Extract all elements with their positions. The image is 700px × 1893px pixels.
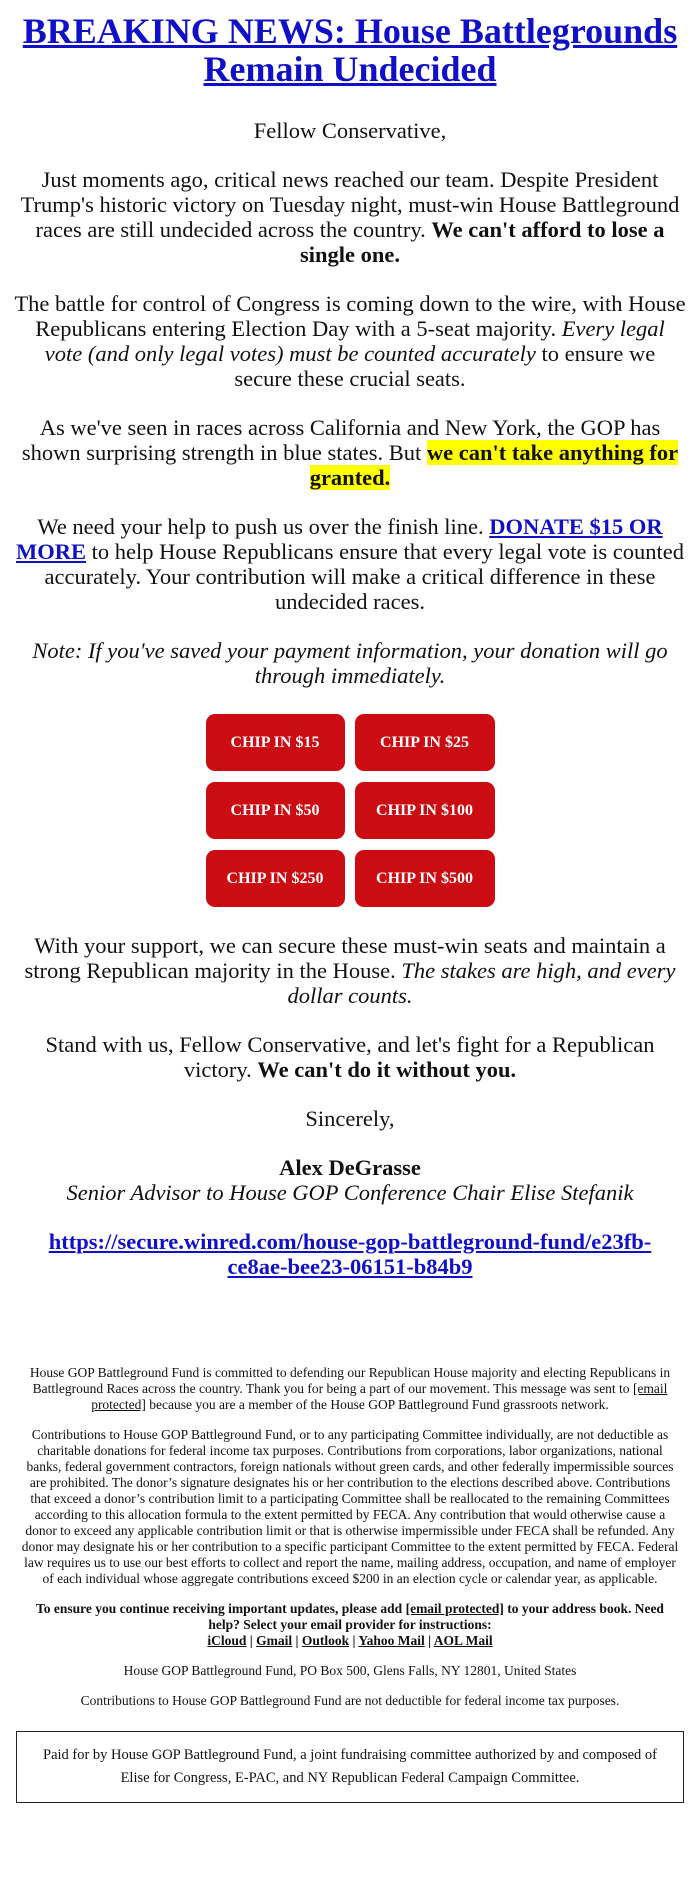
separator: | [349, 1633, 359, 1648]
aol-mail-link[interactable]: AOL Mail [433, 1633, 493, 1648]
paragraph-1 [14, 167, 686, 267]
headline-link[interactable]: BREAKING NEWS: House Battlegrounds Remain Undecided [22, 11, 678, 89]
paragraph-4 [14, 514, 686, 614]
donate-link[interactable]: DONATE $15 OR MORE [16, 514, 663, 564]
italic-text: The stakes are high, and every dollar counts. [287, 958, 676, 1008]
email-link[interactable]: [email protected] [405, 1601, 504, 1616]
chip-in-50-button[interactable]: CHIP IN $50 [206, 782, 345, 839]
text: because you are a member of the House GOP Battleground Fund grassroots network. [145, 1397, 609, 1412]
footer-membership [20, 1365, 680, 1413]
chip-in-25-button[interactable]: CHIP IN $25 [355, 714, 495, 771]
text: House GOP Battleground Fund is committed to defending our Republican House majority and electing Republicans in Battleground Races across the country. Thank you for being a part of our movement. This message was sent to [29, 1365, 671, 1396]
paragraph-2 [14, 291, 686, 391]
text: Stand with us, Fellow Conservative, and let's fight for a Republican victory. [45, 1032, 655, 1082]
highlighted-text: we can't take anything for granted. [309, 440, 679, 490]
signer-title: Senior Advisor to House GOP Conference Chair Elise Stefanik [66, 1180, 634, 1205]
signer-name: Alex DeGrasse [279, 1155, 421, 1180]
text: As we've seen in races across California and New York, the GOP has shown surprising strength in blue states. But [21, 415, 661, 465]
text: to help House Republicans ensure that every legal vote is counted accurately. Your contribution will make a critical difference in these undecided races. [44, 539, 684, 614]
footer-address: House GOP Battleground Fund, PO Box 500, Glens Falls, NY 12801, United States [123, 1663, 577, 1678]
chip-in-500-button[interactable]: CHIP IN $500 [355, 850, 495, 907]
note-text: Note: If you've saved your payment information, your donation will go through immediately. [32, 638, 668, 688]
paragraph-3 [14, 415, 686, 490]
text: Just moments ago, critical news reached our team. Despite President Trump's historic victory on Tuesday night, must-win House Battleground races are still undecided across the country. [20, 167, 680, 242]
bold-text: We can't afford to lose a single one. [299, 217, 665, 267]
text: To ensure you continue receiving important updates, please add [36, 1601, 406, 1616]
separator: | [292, 1633, 302, 1648]
note [14, 638, 686, 688]
text: to your address book. Need help? Select your email provider for instructions: [208, 1601, 664, 1632]
footer-legal: Contributions to House GOP Battleground Fund, or to any participating Committee individually, are not deductible as charitable donations for federal income tax purposes. Contributions from corporations, labor organizations, national banks, federal government contractors, foreign nationals without green cards, and other federally impermissible sources are prohibited. The donor’s signature designates his or her contribution to the elections described above. Contributions that exceed a donor’s contribution limit to a participating Committee shall be reallocated to the remaining Committees according to this allocation formula to the extent permitted by FECA. Any contribution that would otherwise cause a donor to exceed any applicable contribution limit or that is otherwise impermissible under FECA shall be refunded. Any donor may designate his or her contribution to a specific participant Committee to the extent permitted by FECA. Federal law requires us to use our best efforts to collect and report the name, mailing address, occupation, and name of employer of each individual whose aggregate contributions exceed $200 in an election cycle or calendar year, as applicable. [21, 1427, 679, 1586]
donation-url-link[interactable]: https://secure.winred.com/house-gop-battleground-fund/e23fb-ce8ae-bee23-06151-b84b9 [48, 1229, 652, 1279]
paid-for-disclaimer: Paid for by House GOP Battleground Fund, a joint fundraising committee authorized by and composed of Elise for Congress, E-PAC, and NY Republican Federal Campaign Committee. [16, 1731, 684, 1803]
text: The battle for control of Congress is coming down to the wire, with House Republicans entering Election Day with a 5-seat majority. [14, 291, 686, 341]
italic-text: Every legal vote (and only legal votes) must be counted accurately [44, 316, 665, 366]
email-link[interactable]: [email protected] [91, 1381, 668, 1412]
outlook-link[interactable]: Outlook [301, 1633, 350, 1648]
icloud-link[interactable]: iCloud [207, 1633, 247, 1648]
signature [14, 1155, 686, 1205]
bold-text: We can't do it without you. [257, 1057, 517, 1082]
closing: Sincerely, [305, 1106, 395, 1131]
footer-address-book [20, 1601, 680, 1649]
text: With your support, we can secure these must-win seats and maintain a strong Republican majority in the House. [24, 933, 666, 983]
text: to ensure we secure these crucial seats. [234, 341, 656, 391]
gmail-link[interactable]: Gmail [256, 1633, 293, 1648]
separator: | [424, 1633, 434, 1648]
text: We need your help to push us over the finish line. [37, 514, 490, 539]
headline [0, 0, 700, 88]
yahoo-mail-link[interactable]: Yahoo Mail [358, 1633, 425, 1648]
chip-in-100-button[interactable]: CHIP IN $100 [355, 782, 495, 839]
footer [0, 1365, 700, 1709]
chip-in-15-button[interactable]: CHIP IN $15 [206, 714, 345, 771]
chip-in-250-button[interactable]: CHIP IN $250 [206, 850, 345, 907]
greeting: Fellow Conservative, [253, 118, 447, 143]
paragraph-6 [14, 1032, 686, 1082]
donation-buttons [0, 714, 700, 907]
footer-tax-notice: Contributions to House GOP Battleground Fund are not deductible for federal income tax purposes. [80, 1693, 620, 1708]
paragraph-5 [14, 933, 686, 1008]
separator: | [246, 1633, 257, 1648]
